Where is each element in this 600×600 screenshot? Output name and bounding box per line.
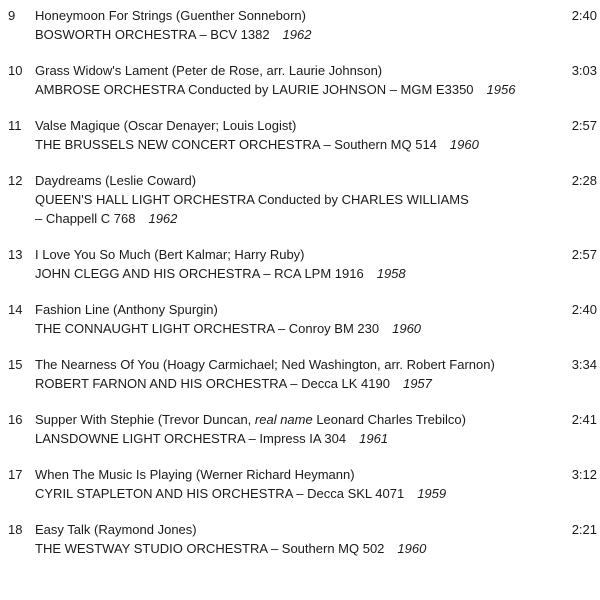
track-list bbox=[8, 6, 597, 558]
track-title-text: Daydreams (Leslie Coward) bbox=[35, 173, 197, 188]
track-content bbox=[35, 6, 557, 44]
orchestra-and-catalog: THE BRUSSELS NEW CONCERT ORCHESTRA – Southern MQ 514 bbox=[35, 137, 437, 152]
track-detail bbox=[35, 264, 545, 283]
orchestra-and-catalog: LANSDOWNE LIGHT ORCHESTRA – Impress IA 304 bbox=[35, 431, 347, 446]
track-title bbox=[35, 171, 545, 190]
orchestra-and-catalog: CYRIL STAPLETON AND HIS ORCHESTRA – Decca SKL 4071 bbox=[35, 486, 405, 501]
track-row bbox=[8, 300, 597, 338]
recording-year: 1959 bbox=[417, 486, 447, 501]
track-title bbox=[35, 465, 545, 484]
recording-year: 1960 bbox=[392, 321, 422, 336]
track-duration: 2:57 bbox=[571, 118, 597, 133]
track-number: 17 bbox=[8, 467, 23, 482]
track-title bbox=[35, 520, 545, 539]
track-title-text: Easy Talk (Raymond Jones) bbox=[35, 522, 197, 537]
track-title bbox=[35, 300, 545, 319]
track-title-text: Honeymoon For Strings (Guenther Sonneborn) bbox=[35, 8, 306, 23]
track-content bbox=[35, 520, 557, 558]
track-content bbox=[35, 300, 557, 338]
track-row bbox=[8, 6, 597, 44]
recording-year: 1960 bbox=[397, 541, 427, 556]
track-content bbox=[35, 465, 557, 503]
recording-year: 1956 bbox=[486, 82, 516, 97]
recording-year: 1958 bbox=[376, 266, 406, 281]
track-detail bbox=[35, 429, 545, 448]
track-number: 15 bbox=[8, 357, 23, 372]
track-title bbox=[35, 61, 545, 80]
recording-year: 1960 bbox=[449, 137, 479, 152]
track-duration: 2:57 bbox=[571, 247, 597, 262]
orchestra-and-catalog: – Chappell C 768 bbox=[35, 211, 136, 226]
recording-year: 1962 bbox=[148, 211, 178, 226]
track-content bbox=[35, 171, 557, 228]
track-row bbox=[8, 520, 597, 558]
track-row bbox=[8, 61, 597, 99]
track-number: 11 bbox=[8, 118, 22, 133]
track-content bbox=[35, 355, 557, 393]
track-content bbox=[35, 410, 557, 448]
track-title-text: Grass Widow's Lament (Peter de Rose, arr. Laurie Johnson) bbox=[35, 63, 383, 78]
track-number: 9 bbox=[8, 8, 16, 23]
orchestra-and-catalog: AMBROSE ORCHESTRA Conducted by LAURIE JOHNSON – MGM E3350 bbox=[35, 82, 474, 97]
track-title-text: I Love You So Much (Bert Kalmar; Harry Ruby) bbox=[35, 247, 305, 262]
track-content bbox=[35, 61, 557, 99]
track-title-italic-text: real name bbox=[254, 412, 313, 427]
track-detail bbox=[35, 319, 545, 338]
track-number: 14 bbox=[8, 302, 23, 317]
recording-year: 1961 bbox=[359, 431, 389, 446]
orchestra-and-catalog: JOHN CLEGG AND HIS ORCHESTRA – RCA LPM 1916 bbox=[35, 266, 364, 281]
track-title-text-after: Leonard Charles Trebilco) bbox=[312, 412, 466, 427]
track-row bbox=[8, 171, 597, 228]
track-title-text: The Nearness Of You (Hoagy Carmichael; Ned Washington, arr. Robert Farnon) bbox=[35, 357, 495, 372]
track-number: 18 bbox=[8, 522, 23, 537]
track-duration: 2:40 bbox=[571, 302, 597, 317]
track-content bbox=[35, 245, 557, 283]
track-number: 16 bbox=[8, 412, 23, 427]
recording-year: 1957 bbox=[402, 376, 432, 391]
track-detail bbox=[35, 539, 545, 558]
track-detail bbox=[35, 80, 545, 99]
track-duration: 3:12 bbox=[571, 467, 597, 482]
track-title bbox=[35, 355, 545, 374]
track-duration: 3:03 bbox=[571, 63, 597, 78]
track-detail bbox=[35, 374, 545, 393]
orchestra-and-catalog: BOSWORTH ORCHESTRA – BCV 1382 bbox=[35, 27, 270, 42]
track-detail bbox=[35, 190, 545, 209]
track-duration: 2:28 bbox=[571, 173, 597, 188]
track-title-text: Supper With Stephie (Trevor Duncan, bbox=[35, 412, 255, 427]
track-title-text: When The Music Is Playing (Werner Richard Heymann) bbox=[35, 467, 355, 482]
orchestra-and-catalog: ROBERT FARNON AND HIS ORCHESTRA – Decca LK 4190 bbox=[35, 376, 390, 391]
track-title-text: Fashion Line (Anthony Spurgin) bbox=[35, 302, 218, 317]
track-row bbox=[8, 245, 597, 283]
orchestra-and-catalog: THE WESTWAY STUDIO ORCHESTRA – Southern MQ 502 bbox=[35, 541, 385, 556]
track-duration: 2:41 bbox=[571, 412, 597, 427]
track-duration: 2:21 bbox=[571, 522, 597, 537]
track-duration: 3:34 bbox=[571, 357, 597, 372]
track-detail bbox=[35, 25, 545, 44]
track-duration: 2:40 bbox=[571, 8, 597, 23]
track-detail bbox=[35, 484, 545, 503]
track-number: 10 bbox=[8, 63, 23, 78]
track-detail bbox=[35, 209, 545, 228]
track-title-text: Valse Magique (Oscar Denayer; Louis Logist) bbox=[35, 118, 297, 133]
track-title bbox=[35, 116, 545, 135]
track-row bbox=[8, 116, 597, 154]
track-title bbox=[35, 245, 545, 264]
track-title bbox=[35, 410, 545, 429]
orchestra-and-catalog: QUEEN'S HALL LIGHT ORCHESTRA Conducted by CHARLES WILLIAMS bbox=[35, 192, 469, 207]
orchestra-and-catalog: THE CONNAUGHT LIGHT ORCHESTRA – Conroy BM 230 bbox=[35, 321, 380, 336]
track-number: 12 bbox=[8, 173, 23, 188]
track-content bbox=[35, 116, 557, 154]
track-row bbox=[8, 465, 597, 503]
track-row bbox=[8, 355, 597, 393]
recording-year: 1962 bbox=[282, 27, 312, 42]
track-title bbox=[35, 6, 545, 25]
track-row bbox=[8, 410, 597, 448]
track-detail bbox=[35, 135, 545, 154]
track-number: 13 bbox=[8, 247, 23, 262]
